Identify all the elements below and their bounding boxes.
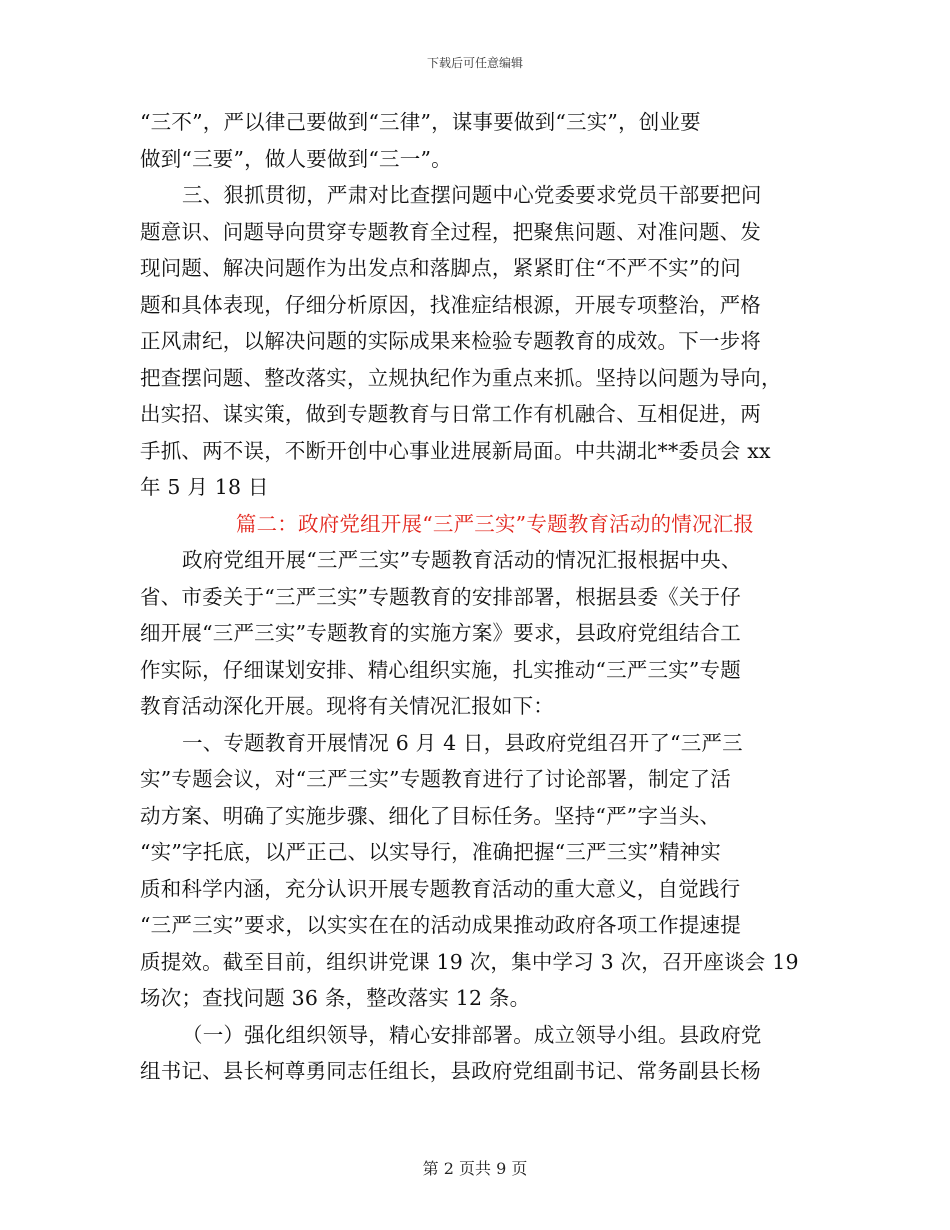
text-line: 正风肃纪，以解决问题的实际成果来检验专题教育的成效。下一步将 [140,329,761,353]
section-title: 篇二：政府党组开展“三严三实”专题教育活动的情况汇报 [235,511,755,536]
text-line: 出实招、谋实策，做到专题教育与日常工作有机融合、互相促进，两 [140,402,761,426]
text-line: 质和科学内涵，充分认识开展专题教育活动的重大意义，自觉践行 [140,876,741,901]
page-header: 下载后可任意编辑 [426,56,523,70]
text-line: 作实际，仔细谋划安排、精心组织实施，扎实推动“三严三实”专题 [140,657,741,682]
paragraph-start: 三、狠抓贯彻，严肃对比查摆问题中心党委要求党员干部要把问 [182,183,762,207]
text-line: 做到“三要”，做人要做到“三一”。 [140,146,452,171]
text-line: 省、市委关于“三严三实”专题教育的安排部署，根据县委《关于仔 [140,584,741,609]
page-footer: 第 2 页共 9 页 [422,1159,528,1178]
text-line: 细开展“三严三实”专题教育的实施方案》要求，县政府党组结合工 [140,621,741,645]
text-line: “三严三实”要求，以实实在在的活动成果推动政府各项工作提速提 [140,913,741,937]
text-line: “三不”，严以律己要做到“三律”，谋事要做到“三实”，创业要 [140,110,701,134]
text-line: 场次；查找问题 36 条，整改落实 12 条。 [140,986,531,1010]
paragraph-start: （一）强化组织领导，精心安排部署。成立领导小组。县政府党 [182,1022,762,1047]
text-line: 现问题、解决问题作为出发点和落脚点，紧紧盯住“不严不实”的问 [140,256,741,280]
text-line: 把查摆问题、整改落实，立规执纪作为重点来抓。坚持以问题为导向， [140,365,782,390]
text-line: 组书记、县长柯尊勇同志任组长，县政府党组副书记、常务副县长杨 [140,1059,761,1083]
text-line: “实”字托底，以严正己、以实导行，准确把握“三严三实”精神实 [140,840,721,864]
text-line: 手抓、两不误，不断开创中心事业进展新局面。中共湖北**委员会 xx [140,438,771,463]
text-line: 实”专题会议，对“三严三实”专题教育进行了讨论部署，制定了活 [140,767,731,791]
paragraph-start: 一、专题教育开展情况 6 月 4 日，县政府党组召开了“三严三 [182,730,743,755]
text-line: 质提效。截至目前，组织讲党课 19 次，集中学习 3 次，召开座谈会 19 [140,949,799,974]
text-line: 题意识、问题导向贯穿专题教育全过程，把聚焦问题、对准问题、发 [140,219,761,244]
paragraph-start: 政府党组开展“三严三实”专题教育活动的情况汇报根据中央、 [182,548,742,572]
text-line: 动方案、明确了实施步骤、细化了目标任务。坚持“严”字当头、 [140,803,721,828]
document-body [140,104,800,1090]
text-line: 题和具体表现，仔细分析原因，找准症结根源，开展专项整治，严格 [140,292,761,317]
text-line: 教育活动深化开展。现将有关情况汇报如下： [140,694,554,718]
text-line: 年 5 月 18 日 [140,475,269,499]
